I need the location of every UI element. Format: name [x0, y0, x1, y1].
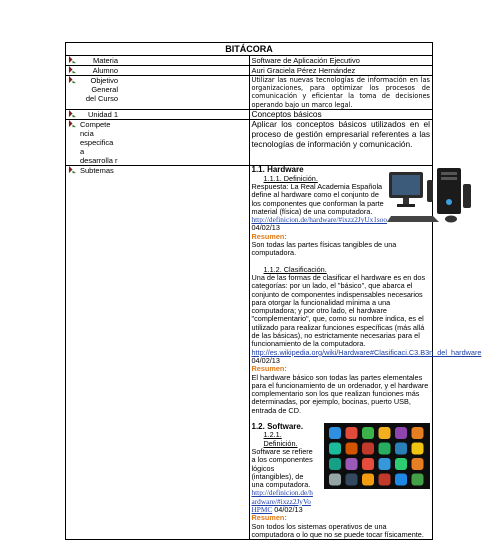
app-icon	[395, 443, 407, 455]
app-icon	[379, 427, 391, 439]
arrow-bullet-icon	[68, 120, 77, 128]
paragraph: Software se refiere a los componentes lógicos (intangibles), de una computadora.	[251, 446, 313, 490]
row-value: Software de Aplicación Ejecutivo	[249, 56, 433, 66]
row-competencia	[66, 120, 433, 166]
section-heading: 1.1. Hardware	[251, 165, 304, 175]
source-link[interactable]: http://es.wikipedia.org/wiki/Hardware#Clasificaci.C3.B3n_del_hardware	[251, 347, 482, 357]
row-alumno	[66, 66, 433, 76]
row-unidad	[66, 109, 433, 120]
app-icon	[379, 474, 391, 486]
app-icon	[412, 427, 424, 439]
app-icon	[362, 474, 374, 486]
title-row	[66, 43, 433, 56]
app-icon	[362, 427, 374, 439]
app-icon	[346, 458, 358, 470]
app-icon	[395, 427, 407, 439]
app-icon	[329, 427, 341, 439]
paragraph: Son todas las partes físicas tangibles de una computadora.	[251, 240, 397, 258]
resumen-label: Resumen:	[251, 364, 287, 374]
row-materia	[66, 56, 433, 66]
app-icon	[329, 443, 341, 455]
row-value: Auri Graciela Pérez Hernández	[249, 66, 433, 76]
app-icon	[346, 474, 358, 486]
paragraph: El hardware básico son todas las partes elementales para el funcionamiento de un ordenador, y el hardware complementario son los que realizan funciones más determinadas, por ejemplo, bocinas, puerto USB, entrada de CD.	[251, 372, 429, 415]
subsection-heading: 1.1.2. Clasificación.	[263, 264, 327, 274]
bitacora-table	[65, 42, 482, 540]
date: 04/02/13	[274, 504, 303, 514]
paragraph: Son todos los sistemas operativos de una computadora o lo que no se puede tocar físicamente.	[251, 521, 424, 539]
row-label: Alumno	[92, 66, 118, 75]
subsection-heading: 1.2.1. Definición.	[263, 430, 298, 448]
app-icon	[379, 458, 391, 470]
app-icon	[362, 443, 374, 455]
computer-hardware-image	[387, 166, 477, 232]
arrow-bullet-icon	[68, 56, 77, 64]
arrow-bullet-icon	[68, 76, 77, 84]
bitacora-page	[65, 42, 482, 539]
date: 04/02/13	[251, 355, 280, 365]
app-icon	[395, 474, 407, 486]
arrow-bullet-icon	[68, 66, 77, 74]
app-icon	[412, 443, 424, 455]
row-value: Aplicar los conceptos básicos utilizados en el proceso de gestión empresarial referentes a las tecnologías de información y comunicación.	[249, 120, 433, 166]
row-value: Utilizar las nuevas tecnologías de información en las organizaciones, para optimizar los procesos de comunicación y eficientar la toma de decisiones operando bajo un marco legal.	[249, 76, 433, 110]
date: 04/02/13	[251, 223, 280, 233]
app-icon	[412, 458, 424, 470]
arrow-bullet-icon	[68, 166, 77, 174]
app-icon	[329, 474, 341, 486]
subtemas-content	[249, 165, 482, 540]
source-link[interactable]: http://definicion.de/hardware/#ixzz2JyVoHPMC	[251, 488, 313, 514]
app-icon	[329, 458, 341, 470]
software-icons-image	[324, 423, 430, 514]
row-label: Unidad 1	[87, 109, 118, 119]
resumen-label: Resumen:	[251, 231, 287, 241]
source-link[interactable]: http://definicion.de/hardware/#ixzz2JyUx1soo	[251, 215, 388, 225]
row-value: Conceptos básicos	[249, 109, 433, 120]
arrow-bullet-icon	[68, 110, 77, 118]
row-label: Subtemas	[80, 166, 114, 176]
app-icon	[346, 443, 358, 455]
app-icon	[362, 458, 374, 470]
row-label: Objetivo General del Curso	[85, 76, 118, 103]
section-heading: 1.2. Software.	[251, 422, 304, 432]
resumen-label: Resumen:	[251, 513, 287, 523]
app-icon	[412, 474, 424, 486]
row-subtemas	[66, 166, 433, 540]
app-icon	[379, 443, 391, 455]
row-objetivo	[66, 76, 433, 110]
app-icon	[395, 458, 407, 470]
subsection-heading: 1.1.1. Definición.	[263, 173, 318, 183]
paragraph: Una de las formas de clasificar el hardware es en dos categorías: por un lado, el "básico", que abarca el conjunto de componentes indispensables necesarios para otorgar la funcionalidad mínima a una computadora; y por otro lado, el hardware "complementario", que, como su nombre indica, es el utilizado para realizar funciones específicas (más allá de las básicas), no estrictamente necesarias para el funcionamiento de la computadora.	[251, 272, 426, 349]
row-label: Compete ncia especifica a desarrolla r	[80, 120, 118, 166]
table-title: BITÁCORA	[66, 43, 433, 56]
paragraph: Respuesta: La Real Academia Española define al hardware como el conjunto de los componentes que conforman la parte material (física) de una computadora.	[251, 182, 384, 216]
row-label: Materia	[92, 56, 118, 65]
app-icon	[346, 427, 358, 439]
